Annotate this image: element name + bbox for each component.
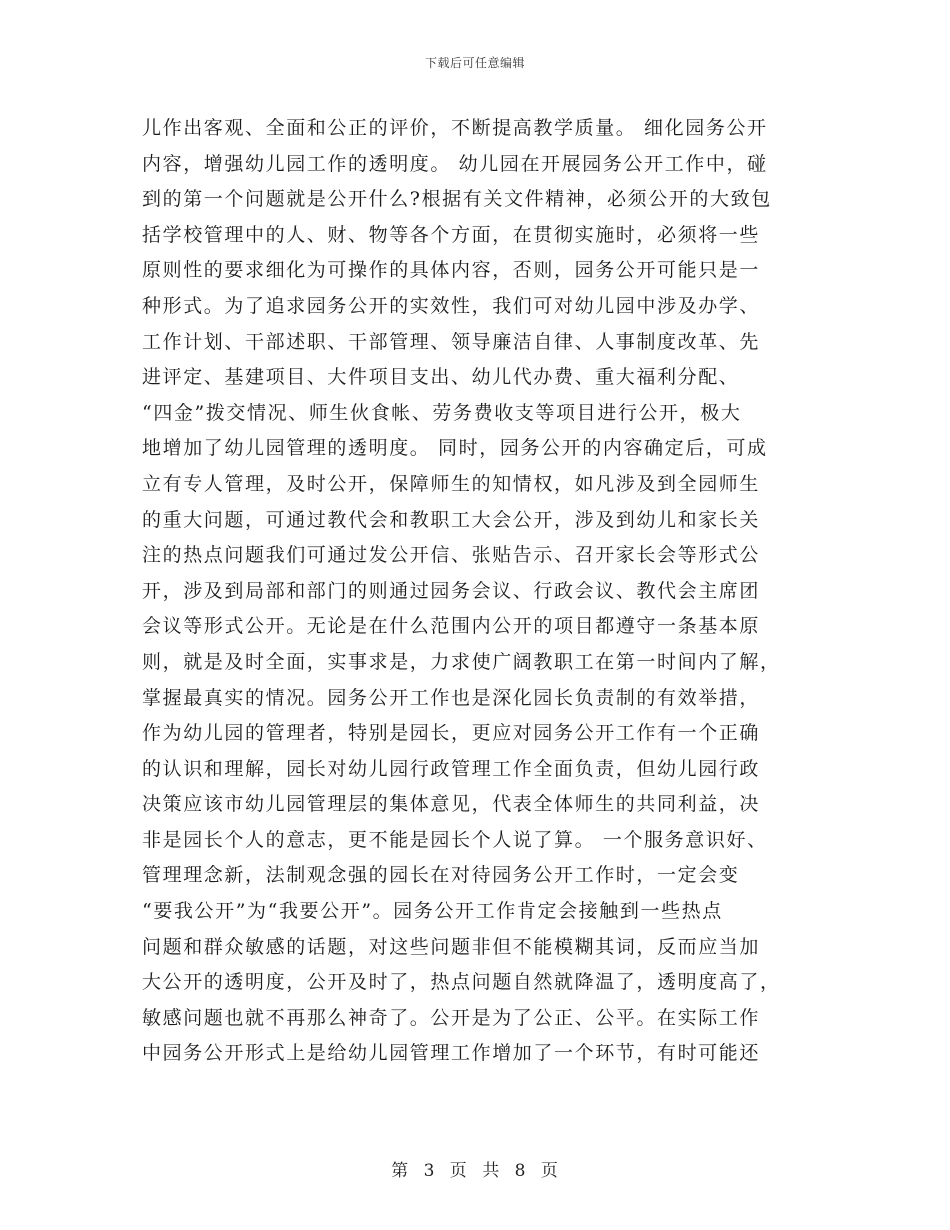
text-line: 儿作出客观、全面和公正的评价，不断提高教学质量。 细化园务公开 — [142, 117, 768, 139]
text-line: 开，涉及到局部和部门的则通过园务会议、行政会议、教代会主席团 — [142, 579, 761, 602]
text-line: 内容，增强幼儿园工作的透明度。 幼儿园在开展园务公开工作中，碰 — [142, 152, 768, 175]
text-line: 则，就是及时全面，实事求是，力求使广阔教职工在第一时间内了解， — [142, 650, 781, 673]
text-line: 的认识和理解，园长对幼儿园行政管理工作全面负责，但幼儿园行政 — [142, 757, 761, 780]
text-line: 原则性的要求细化为可操作的具体内容，否则，园务公开可能只是一 — [142, 259, 761, 282]
text-line: 地增加了幼儿园管理的透明度。 同时，园务公开的内容确定后，可成 — [142, 437, 768, 460]
total-pages-number: 8 — [514, 1161, 527, 1181]
text-line: 种形式。为了追求园务公开的实效性，我们可对幼儿园中涉及办学、 — [142, 294, 761, 317]
page-footer — [0, 1156, 950, 1181]
text-line: 大公开的透明度，公开及时了，热点问题自然就降温了，透明度高了， — [142, 971, 781, 994]
footer-page-label: 页 — [449, 1161, 468, 1181]
text-line: “四金”拨交情况、师生伙食帐、劳务费收支等项目进行公开，极大 — [142, 401, 742, 424]
text-line: 立有专人管理，及时公开，保障师生的知情权，如凡涉及到全园师生 — [142, 472, 761, 495]
text-line: 敏感问题也就不再那么神奇了。公开是为了公正、公平。在实际工作 — [142, 1006, 761, 1029]
text-line: 进评定、基建项目、大件项目支出、幼儿代办费、重大福利分配、 — [142, 366, 740, 389]
text-line: 非是园长个人的意志，更不能是园长个人说了算。 一个服务意识好、 — [142, 828, 768, 851]
text-line: 工作计划、干部述职、干部管理、领导廉洁自律、人事制度改革、先 — [142, 330, 761, 353]
text-line: 中园务公开形式上是给幼儿园管理工作增加了一个环节，有时可能还 — [142, 1042, 761, 1065]
text-line: 注的热点问题我们可通过发公开信、张贴告示、召开家长会等形式公 — [142, 544, 761, 567]
footer-prefix: 第 — [391, 1161, 410, 1181]
text-line: 决策应该市幼儿园管理层的集体意见，代表全体师生的共同利益，决 — [142, 793, 761, 816]
header-note: 下载后可任意编辑 — [424, 56, 525, 70]
text-line: “要我公开”为“我要公开”。园务公开工作肯定会接触到一些热点 — [142, 900, 723, 923]
text-line: 作为幼儿园的管理者，特别是园长，更应对园务公开工作有一个正确 — [142, 722, 761, 745]
text-line: 括学校管理中的人、财、物等各个方面，在贯彻实施时，必须将一些 — [142, 223, 761, 246]
text-line: 掌握最真实的情况。园务公开工作也是深化园长负责制的有效举措， — [142, 686, 761, 709]
text-line: 问题和群众敏感的话题，对这些问题非但不能模糊其词，反而应当加 — [142, 935, 761, 958]
body-paragraph — [142, 111, 812, 1072]
text-line: 的重大问题，可通过教代会和教职工大会公开，涉及到幼儿和家长关 — [142, 508, 761, 531]
text-line: 到的第一个问题就是公开什么?根据有关文件精神，必须公开的大致包 — [142, 188, 772, 211]
text-line: 管理理念新，法制观念强的园长在对待园务公开工作时，一定会变 — [142, 864, 740, 887]
current-page-number: 3 — [423, 1161, 436, 1181]
footer-suffix: 页 — [540, 1161, 559, 1181]
text-line: 会议等形式公开。无论是在什么范围内公开的项目都遵守一条基本原 — [142, 615, 761, 638]
footer-total-label: 共 — [482, 1161, 501, 1181]
